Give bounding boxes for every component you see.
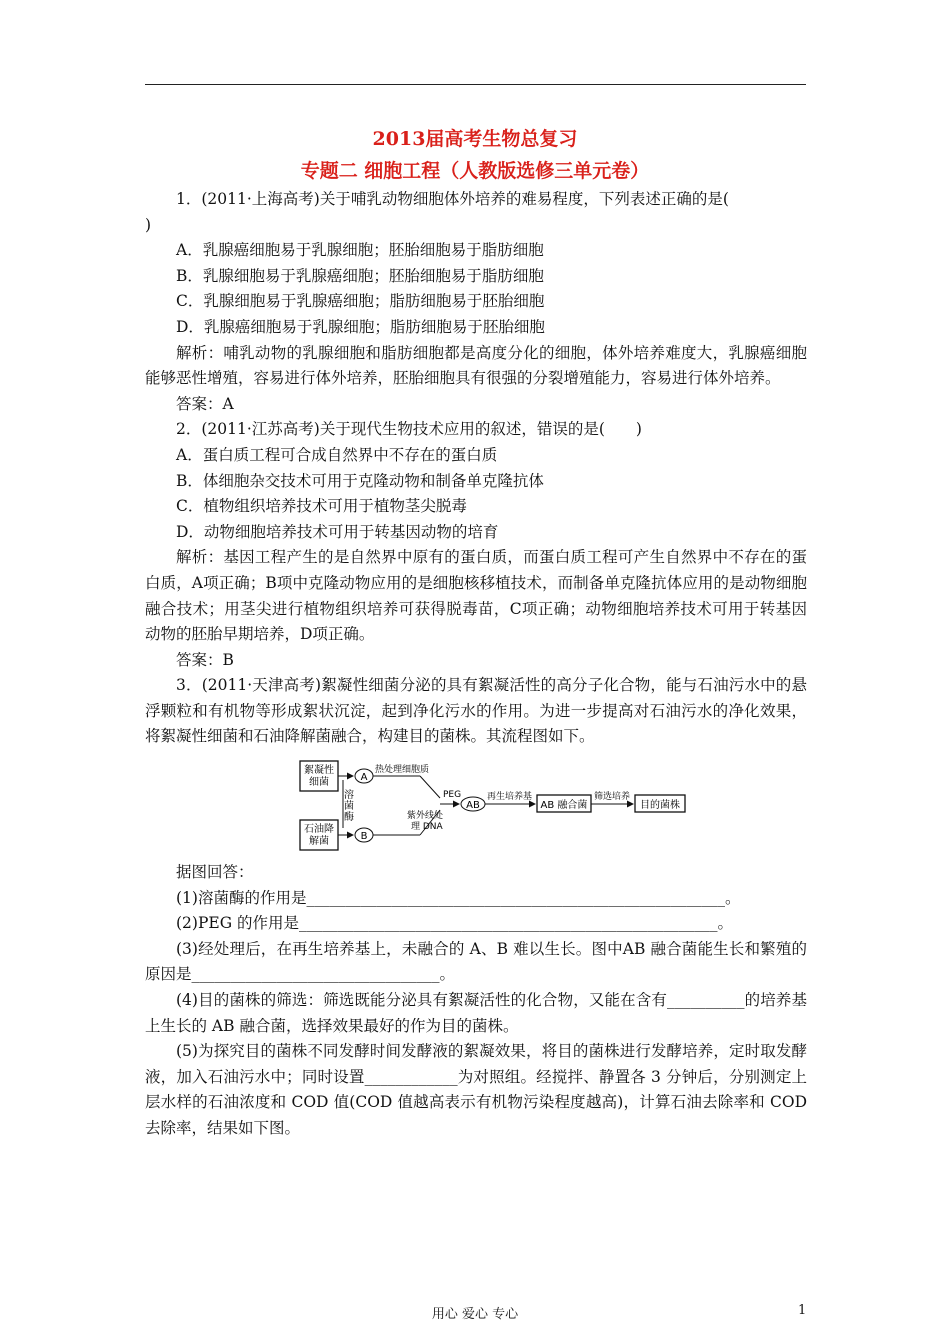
- cell-a-label: A: [360, 772, 368, 784]
- q2-option-a: A．蛋白质工程可合成自然界中不存在的蛋白质: [176, 445, 498, 464]
- q1-stem: 1．(2011·上海高考)关于哺乳动物细胞体外培养的难易程度，下列表述正确的是(: [176, 190, 729, 208]
- ab-fusion-label: AB 融合菌: [540, 800, 588, 812]
- q1-answer: 答案：A: [176, 394, 234, 413]
- q3-sub5: (5)为探究目的菌株不同发酵时间发酵液的絮凝效果，将目的菌株进行发酵培养，定时取发酵液，加入石油污水中；同时设置____________为对照组。经搅拌、静置各 3 分钟后，分别测定上层水样的石油浓度和 COD 值(COD 值越高表示有机物污染程度越高)，计算石油去除率和 COD 去除率，结果如下图。: [145, 1042, 812, 1137]
- q2-option-c: C．植物组织培养技术可用于植物茎尖脱毒: [176, 497, 467, 516]
- q3-sub3: (3)经处理后，在再生培养基上，未融合的 A、B 难以生长。图中AB 融合菌能生长和繁殖的原因是________________________________。: [145, 939, 807, 984]
- header-rule: [145, 84, 806, 85]
- regeneration-medium-label: 再生培养基: [487, 792, 533, 803]
- q2-answer: 答案：B: [176, 650, 234, 669]
- uv-treatment-label-1: 紫外线处: [407, 811, 444, 822]
- peg-label: PEG: [443, 790, 462, 801]
- fused-ab-label: AB: [466, 800, 480, 812]
- q2-option-b: B．体细胞杂交技术可用于克隆动物和制备单克隆抗体: [176, 471, 544, 490]
- target-strain-label: 目的菌株: [640, 800, 680, 812]
- uv-treatment-label-2: 理 DNA: [411, 822, 443, 833]
- q1-option-d: D．乳腺癌细胞易于乳腺细胞；脂肪细胞易于胚胎细胞: [176, 317, 545, 336]
- q3-prompt: 据图回答：: [176, 863, 254, 882]
- screening-label: 筛选培养: [594, 792, 631, 803]
- q1-analysis: 解析：哺乳动物的乳腺细胞和脂肪细胞都是高度分化的细胞，体外培养难度大，乳腺癌细胞能够恶性增殖，容易进行体外培养，胚胎细胞具有很强的分裂增殖能力，容易进行体外培养。: [145, 343, 807, 388]
- page-number: 1: [798, 1303, 807, 1318]
- q1-option-b: B．乳腺细胞易于乳腺癌细胞；胚胎细胞易于脂肪细胞: [176, 266, 544, 285]
- q2-analysis: 解析：基因工程产生的是自然界中原有的蛋白质，而蛋白质工程可产生自然界中不存在的蛋白质，A项正确；B项中克隆动物应用的是细胞核移植技术，而制备单克隆抗体应用的是动物细胞融合技术；用茎尖进行植物组织培养可获得脱毒苗，C项正确；动物细胞培养技术可用于转基因动物的胚胎早期培养，D项正确。: [145, 548, 807, 644]
- q3-sub2: (2)PEG 的作用是______________________________________________________。: [176, 914, 734, 933]
- oil-degrading-bacteria-label: 石油降解菌: [304, 824, 334, 848]
- flocculent-bacteria-label: 絮凝性细菌: [304, 765, 334, 789]
- q1-stem-cont: ): [145, 215, 152, 234]
- q2-option-d: D．动物细胞培养技术可用于转基因动物的培育: [176, 522, 499, 541]
- q3-sub4: (4)目的菌株的筛选：筛选既能分泌具有絮凝活性的化合物，又能在含有__________的培养基上生长的 AB 融合菌，选择效果最好的作为目的菌株。: [145, 991, 807, 1035]
- heat-treatment-label: 热处理细胞质: [375, 765, 430, 776]
- flowchart: [145, 750, 807, 860]
- document-title: 2013届高考生物总复习: [372, 128, 578, 150]
- q2-stem: 2．(2011·江苏高考)关于现代生物技术应用的叙述，错误的是( ): [176, 420, 642, 439]
- q3-sub1: (1)溶菌酶的作用是______________________________________________________。: [176, 888, 741, 907]
- cell-b-label: B: [360, 831, 368, 843]
- document-subtitle: 专题二 细胞工程（人教版选修三单元卷）: [300, 160, 650, 182]
- q3-stem: 3．(2011·天津高考)絮凝性细菌分泌的具有絮凝活性的高分子化合物，能与石油污水中的悬浮颗粒和有机物等形成絮状沉淀，起到净化污水的作用。为进一步提高对石油污水的净化效果，将絮凝性细菌和石油降解菌融合，构建目的菌株。其流程图如下。: [145, 676, 807, 746]
- page-footer: 用心 爱心 专心: [431, 1307, 519, 1322]
- q1-option-c: C．乳腺细胞易于乳腺癌细胞；脂肪细胞易于胚胎细胞: [176, 292, 545, 311]
- flowchart-figure: [145, 750, 807, 860]
- document-body: [145, 187, 812, 1142]
- enzyme-label: 溶菌酶: [344, 790, 354, 824]
- q1-option-a: A．乳腺癌细胞易于乳腺细胞；胚胎细胞易于脂肪细胞: [176, 241, 544, 260]
